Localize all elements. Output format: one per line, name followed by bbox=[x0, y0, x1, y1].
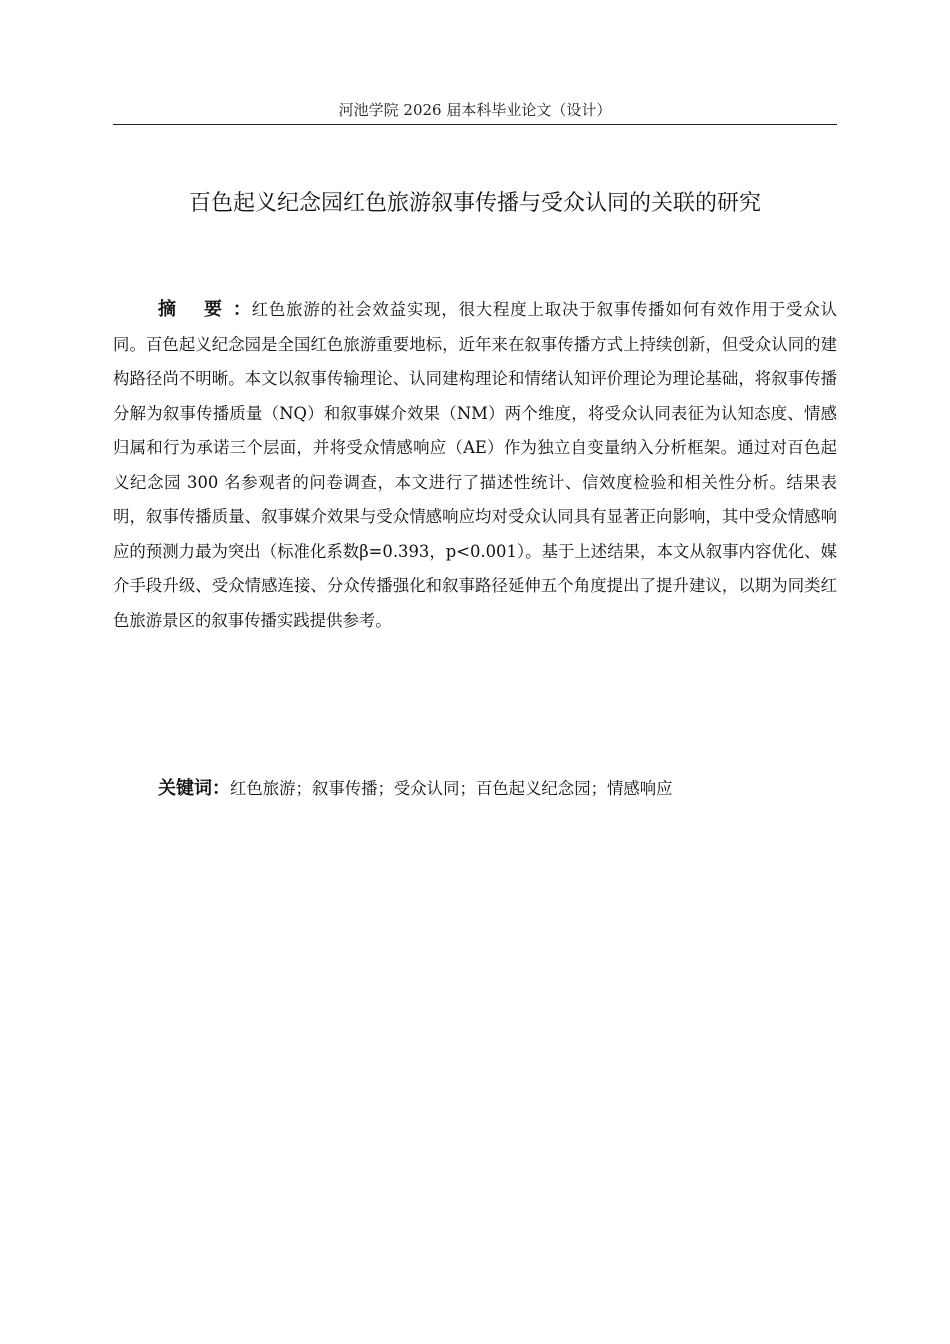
abstract-label: 摘 要 bbox=[158, 299, 233, 320]
keywords-line bbox=[158, 772, 838, 806]
abstract-body: 红色旅游的社会效益实现，很大程度上取决于叙事传播如何有效作用于受众认同。百色起义纪念园是全国红色旅游重要地标，近年来在叙事传播方式上持续创新，但受众认同的建构路径尚不明晰。本文以叙事传输理论、认同建构理论和情绪认知评价理论为理论基础，将叙事传播分解为叙事传播质量（NQ）和叙事媒介效果（NM）两个维度，将受众认同表征为认知态度、情感归属和行为承诺三个层面，并将受众情感响应（AE）作为独立自变量纳入分析框架。通过对百色起义纪念园 300 名参观者的问卷调查，本文进行了描述性统计、信效度检验和相关性分析。结果表明，叙事传播质量、叙事媒介效果与受众情感响应均对受众认同具有显著正向影响，其中受众情感响应的预测力最为突出（标准化系数β=0.393，p<0.001）。基于上述结果，本文从叙事内容优化、媒介手段升级、受众情感连接、分众传播强化和叙事路径延伸五个角度提出了提升建议，以期为同类红色旅游景区的叙事传播实践提供参考。 bbox=[113, 300, 838, 630]
keywords-label: 关键词 bbox=[158, 778, 212, 799]
abstract-paragraph bbox=[113, 293, 837, 638]
running-header: 河池学院 2026 届本科毕业论文（设计） bbox=[113, 98, 837, 125]
keywords-body: 红色旅游；叙事传播；受众认同；百色起义纪念园；情感响应 bbox=[230, 779, 673, 798]
thesis-title: 百色起义纪念园红色旅游叙事传播与受众认同的关联的研究 bbox=[188, 190, 761, 216]
abstract-colon: ： bbox=[232, 299, 252, 320]
keywords-colon: ： bbox=[212, 778, 230, 799]
